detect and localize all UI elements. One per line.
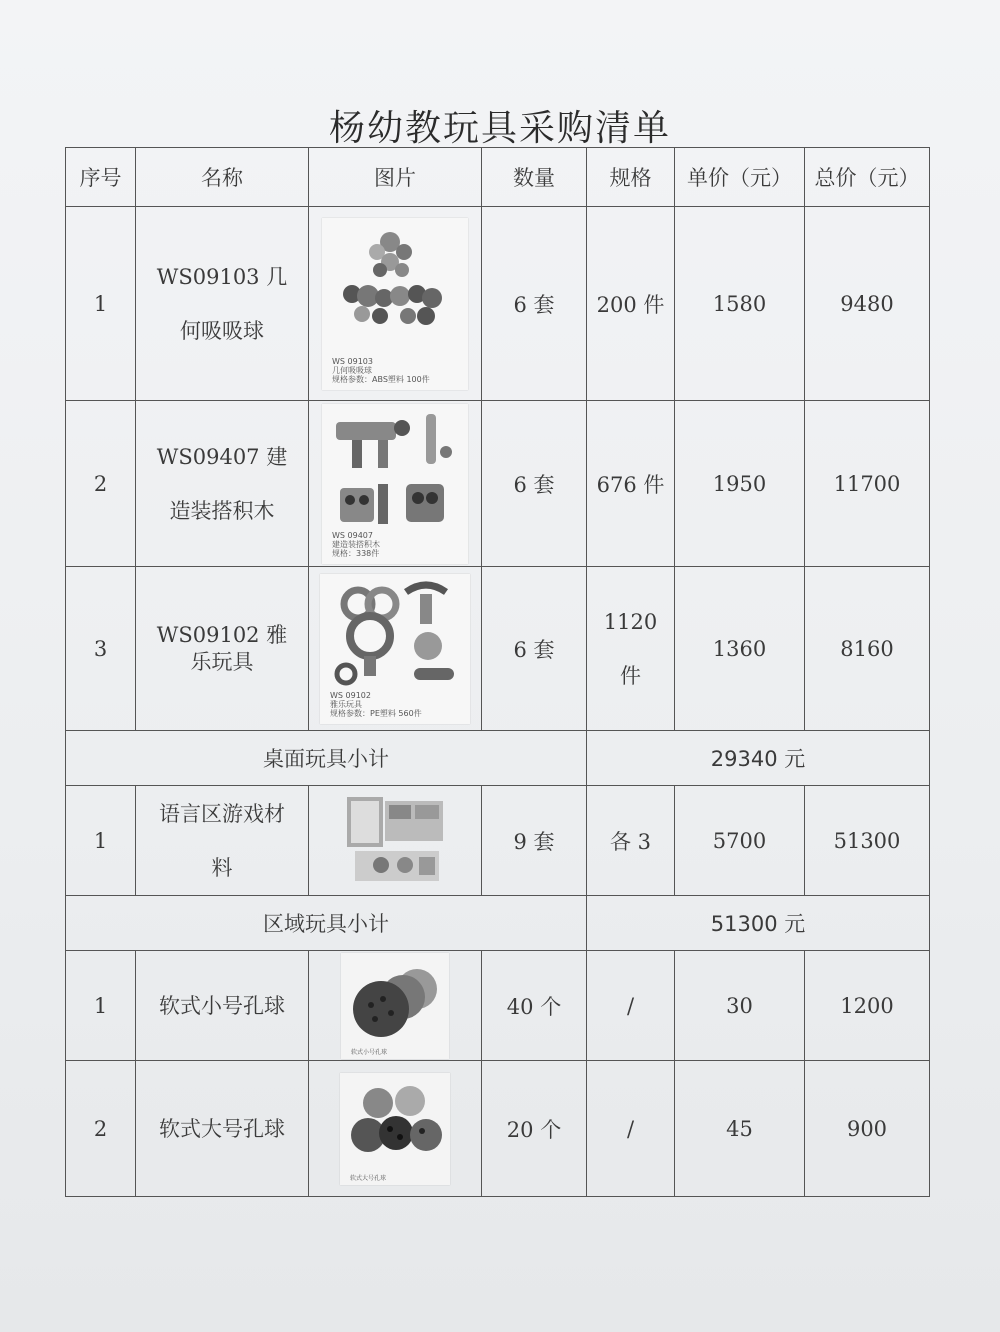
item-quantity: 20 个: [482, 1061, 587, 1197]
name-cell: [136, 567, 309, 731]
table-row: [66, 401, 930, 567]
item-total-price: 1200: [805, 951, 930, 1061]
table-row: [66, 951, 930, 1061]
spec-cell: [587, 567, 675, 731]
item-quantity: 6 套: [482, 207, 587, 401]
table-row: [66, 786, 930, 896]
photo-caption: WS 09103 几何吸吸球 规格参数：ABS塑料 100件: [332, 356, 430, 384]
large-soft-hole-ball-photo: [340, 1073, 450, 1185]
image-cell: [309, 1061, 482, 1197]
purchase-table: [65, 147, 930, 1197]
header-image: 图片: [309, 148, 482, 207]
item-total-price: 11700: [805, 401, 930, 567]
small-soft-hole-ball-photo: [341, 953, 449, 1059]
item-name: 软式大号孔球: [159, 1116, 285, 1141]
row-index: 2: [66, 401, 136, 567]
row-index: 1: [66, 951, 136, 1061]
item-unit-price: 45: [675, 1061, 805, 1197]
item-quantity: 9 套: [482, 786, 587, 896]
image-cell: [309, 786, 482, 896]
photo-caption: WS 09407 建造装搭积木 规格：338件: [332, 530, 380, 558]
header-name: 名称: [136, 148, 309, 207]
item-quantity: 6 套: [482, 567, 587, 731]
language-game-materials-photo: [341, 793, 449, 889]
image-cell: [309, 567, 482, 731]
name-cell: [136, 786, 309, 896]
item-unit-price: 1360: [675, 567, 805, 731]
name-cell: [136, 401, 309, 567]
document-title: 杨幼教玩具采购清单: [328, 108, 671, 149]
row-index: 2: [66, 1061, 136, 1197]
subtotal-row: [66, 731, 930, 786]
item-unit-price: 1580: [675, 207, 805, 401]
subtotal-value: 51300 元: [587, 896, 930, 951]
item-unit-price: 30: [675, 951, 805, 1061]
photo-caption: WS 09102 雅乐玩具 规格参数：PE塑料 560件: [330, 690, 422, 718]
item-spec: 676 件: [587, 401, 675, 567]
item-unit-price: 1950: [675, 401, 805, 567]
item-spec: /: [587, 1061, 675, 1197]
row-index: 3: [66, 567, 136, 731]
table-row: [66, 207, 930, 401]
header-total-price: 总价（元）: [805, 148, 930, 207]
name-cell: [136, 951, 309, 1061]
item-spec: 200 件: [587, 207, 675, 401]
item-spec: 各 3: [587, 786, 675, 896]
header-unit-price: 单价（元）: [675, 148, 805, 207]
item-name: WS09103 几何吸吸球: [156, 264, 288, 343]
building-blocks-toy-photo: [322, 404, 468, 564]
item-total-price: 8160: [805, 567, 930, 731]
table-header: [66, 148, 930, 207]
table-row: [66, 567, 930, 731]
row-index: 1: [66, 786, 136, 896]
item-unit-price: 5700: [675, 786, 805, 896]
item-name: 软式小号孔球: [159, 993, 285, 1018]
subtotal-row: [66, 896, 930, 951]
table-row: [66, 1061, 930, 1197]
header-index: 序号: [66, 148, 136, 207]
item-total-price: 900: [805, 1061, 930, 1197]
image-cell: [309, 207, 482, 401]
item-name: WS09102 雅乐玩具: [156, 622, 288, 674]
subtotal-label: 区域玩具小计: [66, 896, 587, 951]
photo-caption: 软式小号孔球: [351, 1048, 388, 1056]
name-cell: [136, 1061, 309, 1197]
yale-toy-photo: [320, 574, 470, 724]
row-index: 1: [66, 207, 136, 401]
image-cell: [309, 951, 482, 1061]
image-cell: [309, 401, 482, 567]
item-quantity: 6 套: [482, 401, 587, 567]
geometric-suction-ball-toy-photo: [322, 218, 468, 390]
subtotal-value: 29340 元: [587, 731, 930, 786]
header-quantity: 数量: [482, 148, 587, 207]
photo-caption: 软式大号孔球: [350, 1174, 387, 1182]
header-spec: 规格: [587, 148, 675, 207]
item-total-price: 9480: [805, 207, 930, 401]
item-spec: 1120 件: [603, 609, 658, 688]
item-spec: /: [587, 951, 675, 1061]
item-total-price: 51300: [805, 786, 930, 896]
item-name: WS09407 建造装搭积木: [156, 444, 288, 523]
subtotal-label: 桌面玩具小计: [66, 731, 587, 786]
name-cell: [136, 207, 309, 401]
item-quantity: 40 个: [482, 951, 587, 1061]
item-name: 语言区游戏材料: [159, 801, 285, 880]
